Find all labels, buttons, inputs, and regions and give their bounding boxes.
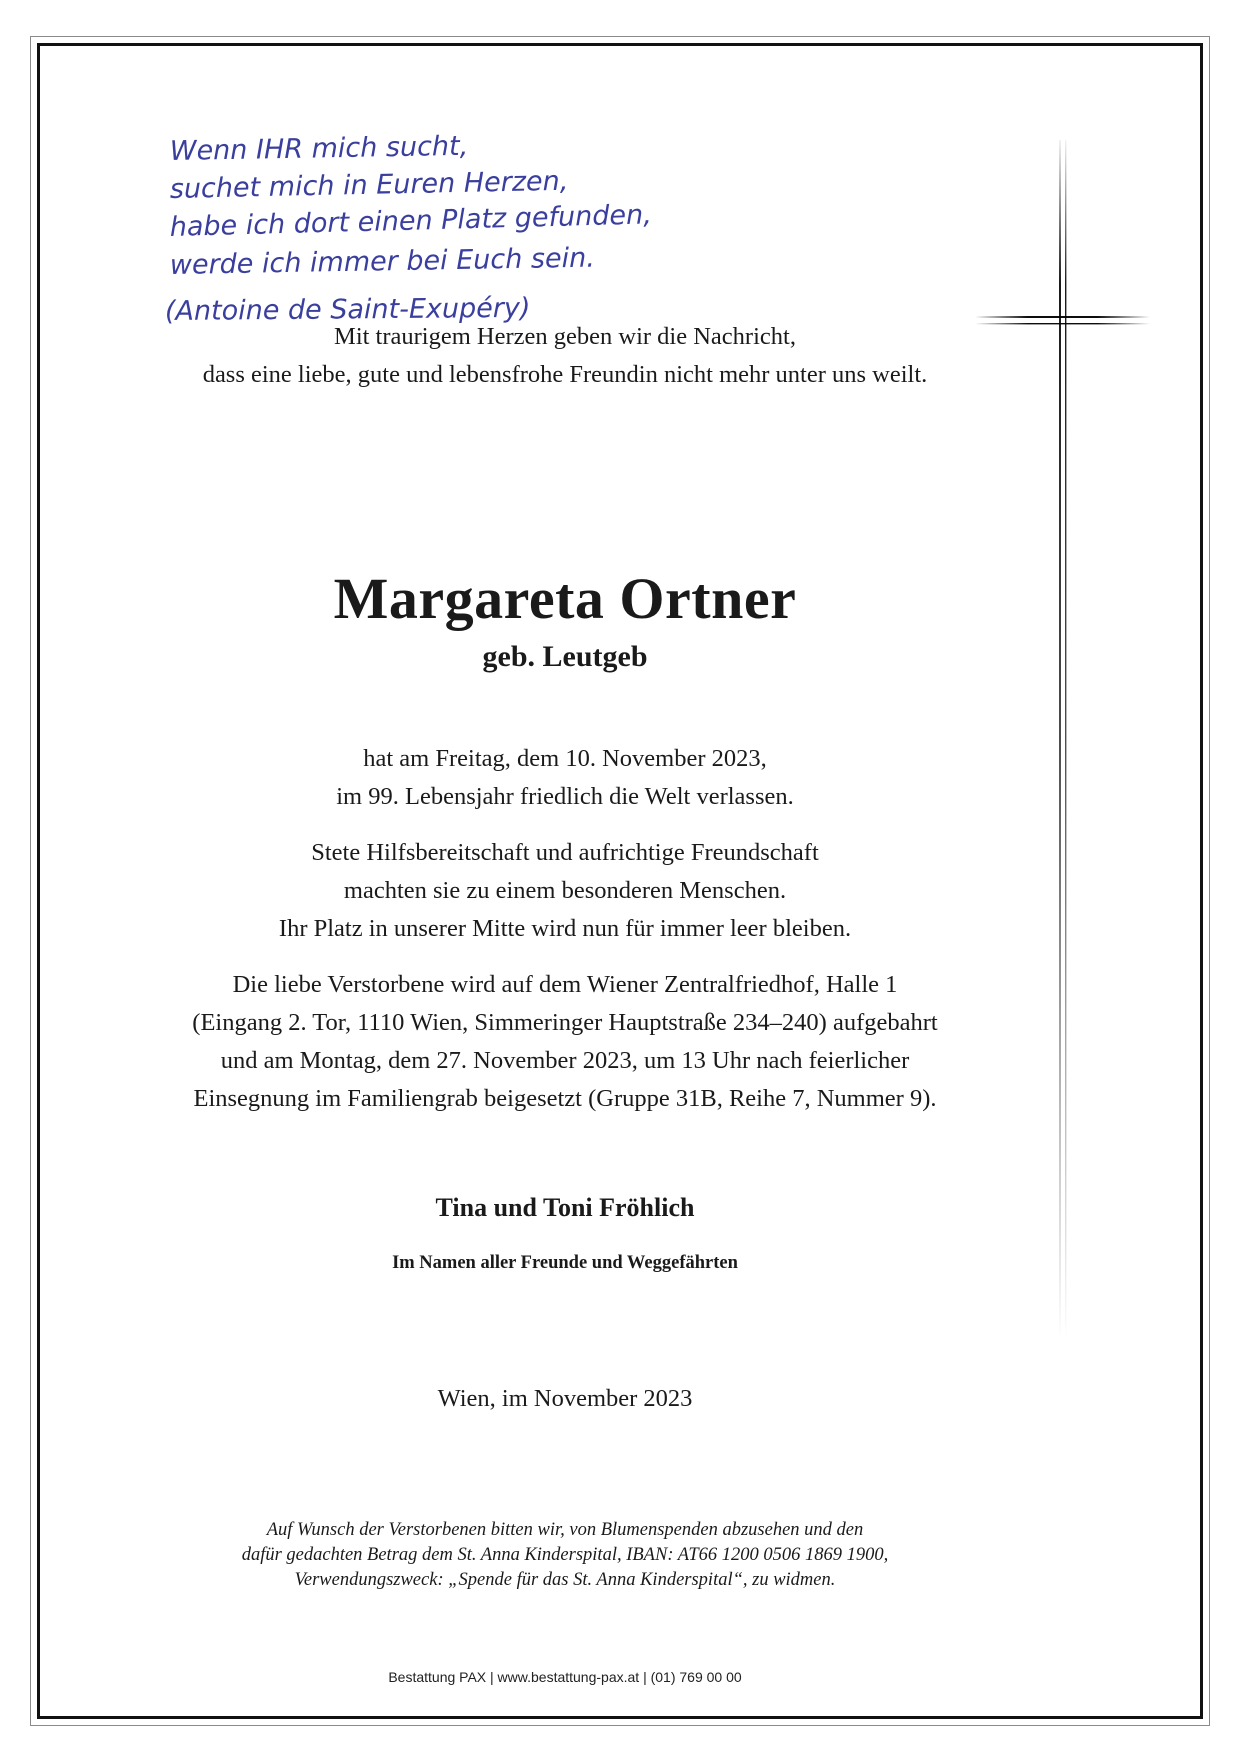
quote-attribution: (Antoine de Saint-Exupéry): [164, 292, 531, 327]
place-date: Wien, im November 2023: [437, 1385, 693, 1412]
death-line: im 99. Lebensjahr friedlich die Welt verlassen.: [336, 783, 794, 810]
quote-line: werde ich immer bei Euch sein.: [169, 242, 596, 281]
quote-line: suchet mich in Euren Herzen,: [169, 165, 569, 205]
funeral-line: Die liebe Verstorbene wird auf dem Wiener Zentralfriedhof, Halle 1: [232, 971, 898, 998]
handwritten-quote: [160, 130, 800, 340]
quote-line: habe ich dort einen Platz gefunden,: [169, 199, 653, 243]
death-line: hat am Freitag, dem 10. November 2023,: [363, 745, 767, 772]
tribute-line: machten sie zu einem besonderen Menschen.: [343, 877, 787, 904]
donation-note: [0, 1518, 1130, 1593]
intro-line: Mit traurigem Herzen geben wir die Nachricht,: [334, 323, 796, 350]
deceased-name: Margareta Ortner: [333, 566, 797, 631]
funeral-details: [0, 966, 1130, 1118]
mourner-names: Tina und Toni Fröhlich: [435, 1193, 695, 1222]
tribute-line: Ihr Platz in unserer Mitte wird nun für immer leer bleiben.: [278, 915, 852, 942]
funeral-line: und am Montag, dem 27. November 2023, um 13 Uhr nach feierlicher: [220, 1047, 910, 1074]
tribute-line: Stete Hilfsbereitschaft und aufrichtige Freundschaft: [311, 839, 819, 866]
tribute-text: [0, 834, 1130, 948]
donation-line: Auf Wunsch der Verstorbenen bitten wir, von Blumenspenden abzusehen und den: [266, 1520, 864, 1540]
death-notice: [0, 740, 1130, 816]
mourner-subtitle: Im Namen aller Freunde und Weggefährten: [392, 1253, 738, 1273]
birth-name: geb. Leutgeb: [482, 640, 648, 673]
donation-line: dafür gedachten Betrag dem St. Anna Kinderspital, IBAN: AT66 1200 0506 1869 1900,: [241, 1545, 889, 1565]
funeral-line: (Eingang 2. Tor, 1110 Wien, Simmeringer Hauptstraße 234–240) aufgebahrt: [192, 1009, 938, 1036]
intro-line: dass eine liebe, gute und lebensfrohe Freundin nicht mehr unter uns weilt.: [202, 361, 928, 388]
funeral-line: Einsegnung im Familiengrab beigesetzt (Gruppe 31B, Reihe 7, Nummer 9).: [193, 1085, 937, 1112]
intro-text: [0, 318, 1130, 394]
quote-line: Wenn IHR mich sucht,: [169, 130, 469, 167]
donation-line: Verwendungszweck: „Spende für das St. Anna Kinderspital“, zu widmen.: [294, 1570, 836, 1590]
footer-contact: Bestattung PAX | www.bestattung-pax.at | (01) 769 00 00: [388, 1669, 742, 1685]
